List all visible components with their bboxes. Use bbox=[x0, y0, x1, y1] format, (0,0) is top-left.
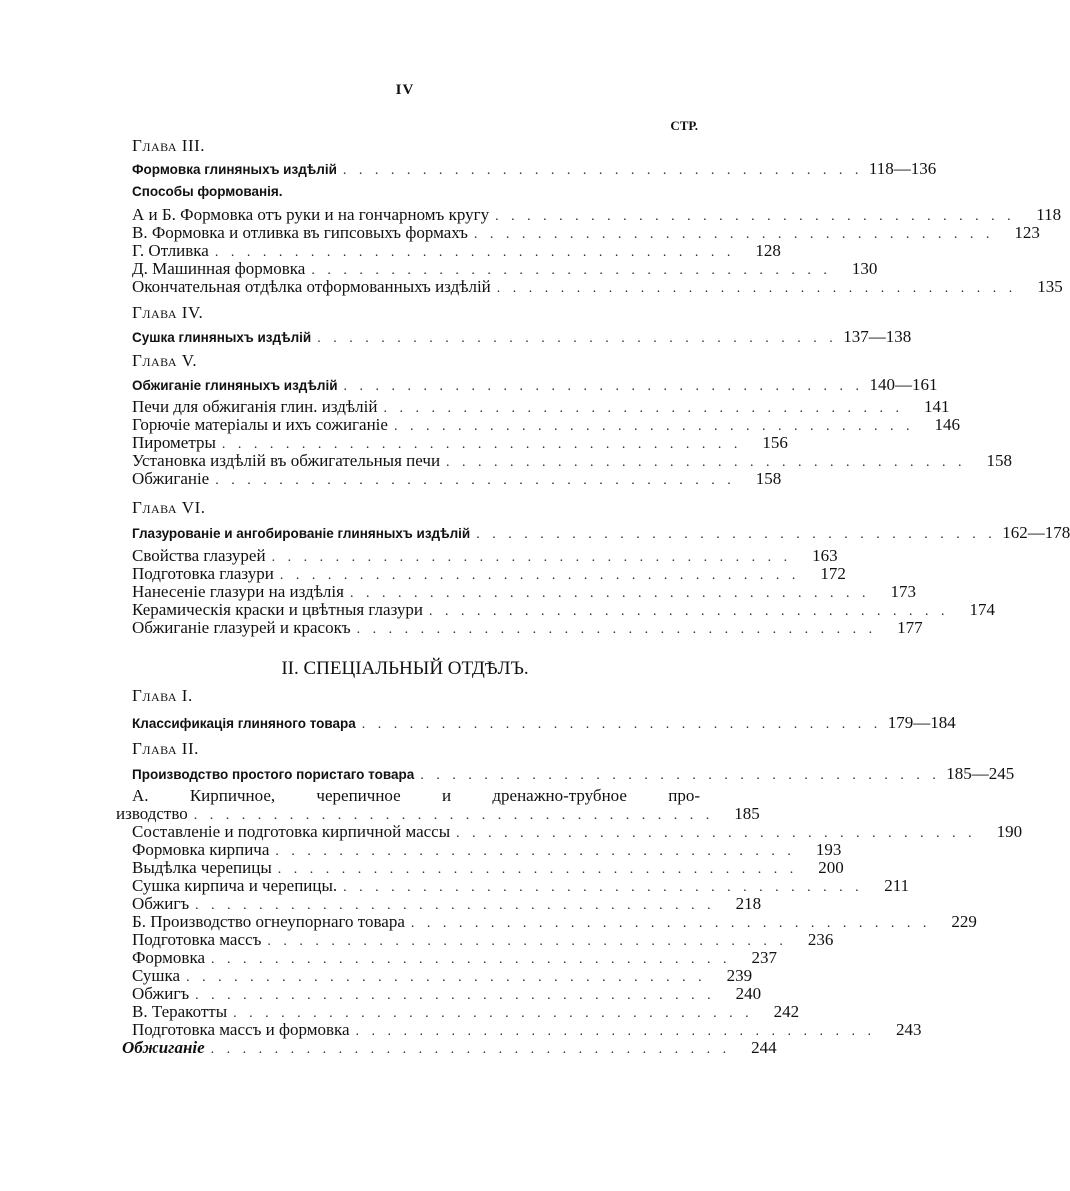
page-number: IV bbox=[395, 82, 415, 98]
dot-leader: . . . . . . . . . . . . . . . . . . . . . . . . . . . . . . . . . bbox=[343, 880, 864, 895]
entry-page: 236 bbox=[807, 930, 834, 949]
dot-leader: . . . . . . . . . . . . . . . . . . . . . . . . . . . . . . . . . bbox=[221, 437, 742, 452]
toc-entry bbox=[132, 277, 1063, 297]
entry-page: 237 bbox=[751, 948, 778, 967]
toc-entry bbox=[132, 1002, 800, 1022]
entry-text: Установка издѣлій въ обжигательныя печи bbox=[132, 451, 441, 470]
dot-leader: . . . . . . . . . . . . . . . . . . . . . . . . . . . . . . . . . bbox=[349, 586, 870, 601]
chapter-heading-text: Глава III. bbox=[132, 136, 206, 155]
chapter-title-text: Классификація глиняного товара bbox=[132, 716, 356, 731]
entry-page: 193 bbox=[815, 840, 842, 859]
chapter-title-text: Сушка глиняныхъ издѣлій bbox=[132, 330, 312, 345]
entry-text: Б. Производство огнеупорнаго товара bbox=[132, 912, 405, 931]
toc-entry bbox=[132, 600, 996, 620]
entry-text: Нанесеніе глазури на издѣлія bbox=[132, 582, 344, 601]
chapter-heading-text: Глава IV. bbox=[132, 303, 204, 322]
chapter-title bbox=[132, 713, 956, 733]
entry-text: Формовка bbox=[132, 948, 206, 967]
entry-page: 240 bbox=[735, 984, 762, 1003]
entry-text: изводство bbox=[116, 804, 188, 823]
chapter-title-text: Производство простого пористаго товара bbox=[132, 767, 415, 782]
entry-page: 163 bbox=[812, 546, 838, 565]
chapter-pages: 137—138 bbox=[843, 327, 912, 346]
entry-text: Формовка кирпича bbox=[132, 840, 270, 859]
chapter-heading bbox=[132, 351, 700, 371]
chapter-pages: 162—178 bbox=[1002, 523, 1070, 542]
dot-leader: . . . . . . . . . . . . . . . . . . . . . . . . . . . . . . . . . bbox=[420, 768, 941, 783]
dot-leader: . . . . . . . . . . . . . . . . . . . . . . . . . . . . . . . . . bbox=[446, 455, 967, 470]
entry-page: 211 bbox=[884, 876, 910, 895]
dot-leader: . . . . . . . . . . . . . . . . . . . . . . . . . . . . . . . . . bbox=[473, 227, 994, 242]
toc-entry bbox=[132, 564, 846, 584]
dot-leader: . . . . . . . . . . . . . . . . . . . . . . . . . . . . . . . . . bbox=[271, 550, 792, 565]
entry-text: Свойства глазурей bbox=[132, 546, 266, 565]
entry-text: Печи для обжиганія глин. издѣлій bbox=[132, 397, 378, 416]
toc-entry bbox=[132, 930, 834, 950]
entry-page: 185 bbox=[734, 804, 760, 823]
dot-leader: . . . . . . . . . . . . . . . . . . . . . . . . . . . . . . . . . bbox=[195, 898, 716, 913]
chapter-title bbox=[132, 375, 938, 395]
toc-entry bbox=[122, 1038, 777, 1058]
toc-entry bbox=[132, 984, 762, 1004]
entry-page: 128 bbox=[755, 241, 781, 260]
section-heading: II. СПЕЦІАЛЬНЫЙ ОТДѢЛЪ. bbox=[281, 658, 529, 679]
entry-page: 156 bbox=[762, 433, 788, 452]
toc-entry bbox=[132, 223, 1040, 243]
toc-entry bbox=[132, 912, 977, 932]
chapter-heading-text: Глава II. bbox=[132, 739, 199, 758]
entry-page: 172 bbox=[820, 564, 846, 583]
dot-leader: . . . . . . . . . . . . . . . . . . . . . . . . . . . . . . . . . bbox=[193, 808, 714, 823]
chapter-heading bbox=[132, 136, 700, 156]
entry-text: Горючіе матеріалы и ихъ сожиганіе bbox=[132, 415, 388, 434]
toc-entry bbox=[132, 840, 842, 860]
chapter-title bbox=[132, 523, 1070, 543]
entry-text: Выдѣлка черепицы bbox=[132, 858, 272, 877]
subsection-heading-text: Способы формованія. bbox=[132, 184, 283, 199]
dot-leader: . . . . . . . . . . . . . . . . . . . . . . . . . . . . . . . . . bbox=[476, 527, 997, 542]
toc-entry bbox=[132, 876, 910, 896]
dot-leader: . . . . . . . . . . . . . . . . . . . . . . . . . . . . . . . . . bbox=[267, 934, 788, 949]
toc-entry bbox=[132, 546, 838, 566]
entry-page: 239 bbox=[726, 966, 753, 985]
chapter-title bbox=[132, 327, 912, 347]
entry-page: 218 bbox=[735, 894, 762, 913]
entry-page: 158 bbox=[986, 451, 1013, 470]
toc-entry bbox=[132, 415, 960, 435]
entry-text: Окончательная отдѣлка отформованныхъ издѣлій bbox=[132, 277, 491, 296]
dot-leader: . . . . . . . . . . . . . . . . . . . . . . . . . . . . . . . . . bbox=[214, 245, 735, 260]
entry-page: 141 bbox=[923, 397, 950, 416]
chapter-title bbox=[132, 764, 1015, 784]
toc-entry bbox=[132, 966, 753, 986]
toc-entry-wrapped-first-line: А. Кирпичное, черепичное и дренажно-трубное про- bbox=[132, 786, 700, 805]
chapter-heading-text: Глава I. bbox=[132, 686, 193, 705]
toc-entry bbox=[132, 259, 878, 279]
page-column-header: СТР. bbox=[670, 118, 698, 133]
entry-text: А и Б. Формовка отъ руки и на гончарномъ кругу bbox=[132, 205, 490, 224]
toc-entry bbox=[116, 804, 760, 824]
entry-text: Составленіе и подготовка кирпичной массы bbox=[132, 822, 451, 841]
toc-entry bbox=[132, 241, 781, 261]
entry-text: Обжиганіе bbox=[122, 1038, 205, 1057]
entry-page: 130 bbox=[851, 259, 878, 278]
entry-text: В. Формовка и отливка въ гипсовыхъ формахъ bbox=[132, 223, 468, 242]
chapter-title bbox=[132, 159, 937, 179]
toc-entry bbox=[132, 894, 762, 914]
entry-page: 177 bbox=[897, 618, 923, 637]
toc-entry bbox=[132, 451, 1013, 471]
dot-leader: . . . . . . . . . . . . . . . . . . . . . . . . . . . . . . . . . bbox=[215, 473, 736, 488]
entry-text: Пирометры bbox=[132, 433, 216, 452]
dot-leader: . . . . . . . . . . . . . . . . . . . . . . . . . . . . . . . . . bbox=[496, 281, 1017, 296]
chapter-heading bbox=[132, 303, 700, 323]
chapter-heading-text: Глава VI. bbox=[132, 498, 206, 517]
entry-page: 123 bbox=[1014, 223, 1040, 242]
entry-page: 118 bbox=[1036, 205, 1062, 224]
dot-leader: . . . . . . . . . . . . . . . . . . . . . . . . . . . . . . . . . bbox=[342, 163, 863, 178]
entry-page: 200 bbox=[818, 858, 844, 877]
toc-entry bbox=[132, 858, 844, 878]
chapter-title-text: Формовка глиняныхъ издѣлій bbox=[132, 162, 337, 177]
dot-leader: . . . . . . . . . . . . . . . . . . . . . . . . . . . . . . . . . bbox=[343, 379, 864, 394]
toc-entry bbox=[132, 618, 923, 638]
chapter-title-text: Обжиганіе глиняныхъ издѣлій bbox=[132, 378, 338, 393]
chapter-pages: 140—161 bbox=[869, 375, 938, 394]
dot-leader: . . . . . . . . . . . . . . . . . . . . . . . . . . . . . . . . . bbox=[495, 209, 1016, 224]
entry-page: 243 bbox=[896, 1020, 922, 1039]
toc-entry bbox=[132, 582, 916, 602]
toc-entry bbox=[132, 469, 782, 489]
toc-entry bbox=[132, 948, 778, 968]
toc-entry bbox=[132, 397, 950, 417]
entry-text: Д. Машинная формовка bbox=[132, 259, 306, 278]
entry-page: 135 bbox=[1037, 277, 1063, 296]
dot-leader: . . . . . . . . . . . . . . . . . . . . . . . . . . . . . . . . . bbox=[410, 916, 931, 931]
chapter-pages: 185—245 bbox=[946, 764, 1015, 783]
dot-leader: . . . . . . . . . . . . . . . . . . . . . . . . . . . . . . . . . bbox=[186, 970, 707, 985]
dot-leader: . . . . . . . . . . . . . . . . . . . . . . . . . . . . . . . . . bbox=[233, 1006, 754, 1021]
entry-page: 174 bbox=[969, 600, 996, 619]
dot-leader: . . . . . . . . . . . . . . . . . . . . . . . . . . . . . . . . . bbox=[356, 622, 877, 637]
chapter-pages: 118—136 bbox=[868, 159, 937, 178]
toc-entry bbox=[132, 205, 1062, 225]
dot-leader: . . . . . . . . . . . . . . . . . . . . . . . . . . . . . . . . . bbox=[311, 263, 832, 278]
entry-text: Подготовка массъ и формовка bbox=[132, 1020, 350, 1039]
entry-text: Обжиганіе bbox=[132, 469, 210, 488]
dot-leader: . . . . . . . . . . . . . . . . . . . . . . . . . . . . . . . . . bbox=[275, 844, 796, 859]
entry-page: 229 bbox=[951, 912, 977, 931]
entry-page: 244 bbox=[751, 1038, 777, 1057]
entry-text: Подготовка массъ bbox=[132, 930, 262, 949]
dot-leader: . . . . . . . . . . . . . . . . . . . . . . . . . . . . . . . . . bbox=[210, 1042, 731, 1057]
chapter-title-text: Глазурованіе и ангобированіе глиняныхъ издѣлій bbox=[132, 526, 471, 541]
entry-text: Обжигъ bbox=[132, 984, 190, 1003]
entry-page: 173 bbox=[890, 582, 916, 601]
toc-entry bbox=[132, 1020, 922, 1040]
dot-leader: . . . . . . . . . . . . . . . . . . . . . . . . . . . . . . . . . bbox=[279, 568, 800, 583]
entry-text: Сушка кирпича и черепицы. bbox=[132, 876, 338, 895]
dot-leader: . . . . . . . . . . . . . . . . . . . . . . . . . . . . . . . . . bbox=[317, 331, 838, 346]
chapter-pages: 179—184 bbox=[887, 713, 956, 732]
chapter-heading bbox=[132, 686, 700, 706]
toc-entry bbox=[132, 822, 1023, 842]
dot-leader: . . . . . . . . . . . . . . . . . . . . . . . . . . . . . . . . . bbox=[429, 604, 950, 619]
toc-entry bbox=[132, 433, 788, 453]
entry-text: Подготовка глазури bbox=[132, 564, 274, 583]
entry-text: Сушка bbox=[132, 966, 181, 985]
chapter-heading bbox=[132, 498, 700, 518]
chapter-heading-text: Глава V. bbox=[132, 351, 198, 370]
dot-leader: . . . . . . . . . . . . . . . . . . . . . . . . . . . . . . . . . bbox=[361, 717, 882, 732]
dot-leader: . . . . . . . . . . . . . . . . . . . . . . . . . . . . . . . . . bbox=[211, 952, 732, 967]
entry-text: Керамическія краски и цвѣтныя глазури bbox=[132, 600, 424, 619]
entry-text: Обжигъ bbox=[132, 894, 190, 913]
dot-leader: . . . . . . . . . . . . . . . . . . . . . . . . . . . . . . . . . bbox=[456, 826, 977, 841]
entry-page: 190 bbox=[996, 822, 1023, 841]
dot-leader: . . . . . . . . . . . . . . . . . . . . . . . . . . . . . . . . . bbox=[393, 419, 914, 434]
subsection-heading bbox=[132, 182, 700, 202]
entry-page: 158 bbox=[755, 469, 782, 488]
entry-page: 146 bbox=[934, 415, 960, 434]
entry-text: Обжиганіе глазурей и красокъ bbox=[132, 618, 351, 637]
entry-text: В. Теракотты bbox=[132, 1002, 228, 1021]
dot-leader: . . . . . . . . . . . . . . . . . . . . . . . . . . . . . . . . . bbox=[383, 401, 904, 416]
entry-text: Г. Отливка bbox=[132, 241, 209, 260]
entry-page: 242 bbox=[773, 1002, 800, 1021]
dot-leader: . . . . . . . . . . . . . . . . . . . . . . . . . . . . . . . . . bbox=[355, 1024, 876, 1039]
chapter-heading bbox=[132, 739, 700, 759]
dot-leader: . . . . . . . . . . . . . . . . . . . . . . . . . . . . . . . . . bbox=[195, 988, 716, 1003]
dot-leader: . . . . . . . . . . . . . . . . . . . . . . . . . . . . . . . . . bbox=[277, 862, 798, 877]
